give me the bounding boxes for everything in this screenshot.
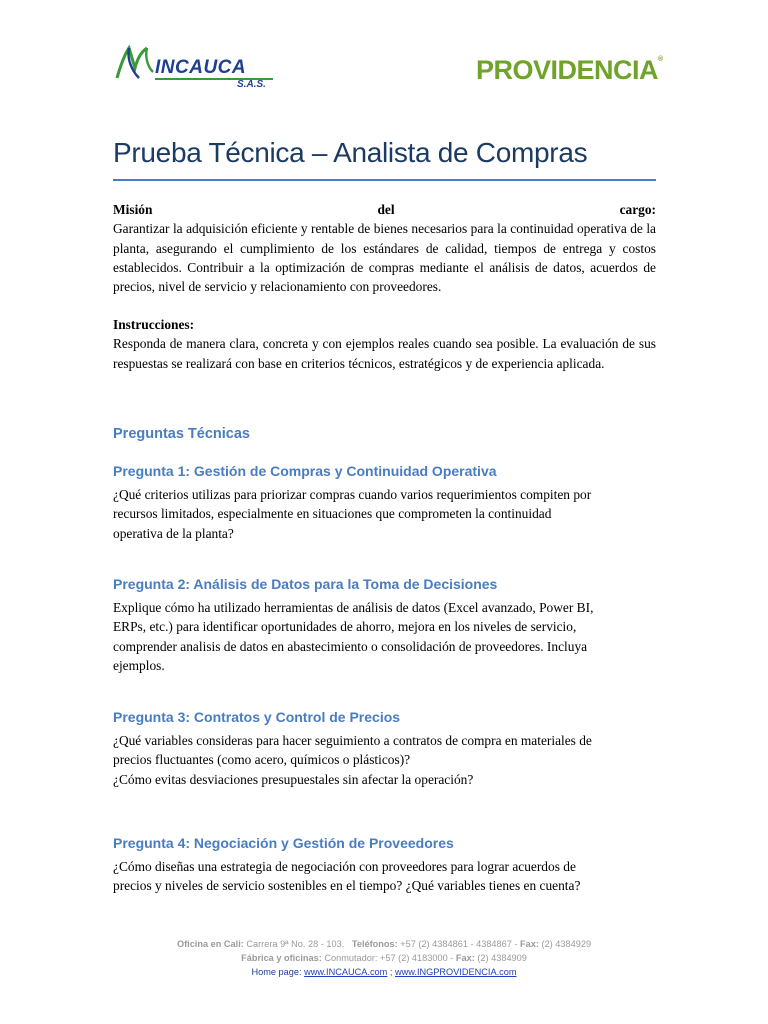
question-line: ejemplos. bbox=[113, 657, 165, 673]
footer-label: Fax: bbox=[455, 953, 475, 963]
question-text bbox=[113, 598, 658, 675]
mission-label-word: del bbox=[377, 202, 395, 217]
document-title: Prueba Técnica – Analista de Compras bbox=[113, 137, 588, 168]
instructions-label: Instrucciones: bbox=[113, 317, 195, 332]
question-title: Pregunta 3: Contratos y Control de Precios bbox=[113, 709, 401, 725]
incauca-sas-label: S.A.S. bbox=[237, 79, 266, 90]
footer-office-line bbox=[0, 937, 768, 951]
incauca-wordmark: INCAUCA bbox=[155, 57, 247, 78]
footer-label: Fábrica y oficinas: bbox=[241, 953, 322, 963]
footer-label: Fax: bbox=[520, 939, 539, 949]
question-title: Pregunta 1: Gestión de Compras y Continuidad Operativa bbox=[113, 463, 497, 479]
question-line: ¿Qué criterios utilizas para priorizar compras cuando varios requerimientos compiten por bbox=[113, 487, 592, 502]
title-divider bbox=[113, 179, 656, 181]
providencia-wordmark: PROVIDENCIA bbox=[476, 55, 659, 85]
footer-factory-line bbox=[0, 951, 768, 965]
mission-label-word: cargo: bbox=[619, 202, 656, 217]
section-title: Preguntas Técnicas bbox=[113, 426, 250, 442]
footer-text: (2) 4384929 bbox=[538, 939, 592, 949]
footer-separator: ; bbox=[387, 967, 395, 977]
instructions-text: Responda de manera clara, concreta y con ejemplos reales cuando sea posible. La evaluación de sus respuestas se realizará con base en criterios técnicos, estratégicos y de experiencia aplicada. bbox=[113, 336, 656, 371]
providencia-link[interactable]: www.INGPROVIDENCIA.com bbox=[395, 967, 517, 977]
question-line: Explique cómo ha utilizado herramientas de análisis de datos (Excel avanzado, Power BI, bbox=[113, 600, 594, 615]
question-line: ¿Cómo diseñas una estrategia de negociación con proveedores para lograr acuerdos de bbox=[113, 859, 576, 874]
question-text bbox=[113, 485, 658, 543]
mission-text: Garantizar la adquisición eficiente y rentable de bienes necesarios para la continuidad operativa de la planta, asegurando el cumplimiento de los estándares de calidad, tiempos de entrega y costos establecidos. Contribuir a la optimización de compras mediante el análisis de datos, acuerdos de precios, nivel de servicio y relacionamiento con proveedores. bbox=[113, 221, 656, 295]
question-text bbox=[113, 857, 658, 896]
incauca-link[interactable]: www.INCAUCA.com bbox=[304, 967, 388, 977]
question-line: ¿Qué variables consideras para hacer seguimiento a contratos de compra en materiales de bbox=[113, 733, 592, 748]
footer-text: +57 (2) 4384861 - 4384867 - bbox=[397, 939, 521, 949]
footer-homepage-label: Home page: bbox=[251, 967, 305, 977]
footer-label: Oficina en Cali: bbox=[176, 939, 244, 949]
question-line: ERPs, etc.) para identificar oportunidades de ahorro, mejora en los niveles de servicio, bbox=[113, 619, 577, 635]
registered-mark: ® bbox=[658, 56, 663, 63]
mission-label-word: Misión bbox=[113, 202, 153, 217]
mission-label bbox=[113, 200, 656, 219]
question-line: ¿Cómo evitas desviaciones presupuestales sin afectar la operación? bbox=[113, 771, 474, 787]
question-line: comprender analisis de datos en abastecimiento o consolidación de proveedores. Incluya bbox=[113, 638, 588, 654]
question-text bbox=[113, 731, 658, 789]
question-line: recursos limitados, especialmente en situaciones que comprometen la continuidad bbox=[113, 506, 552, 522]
question-line: operativa de la planta? bbox=[113, 525, 234, 541]
instructions-block bbox=[113, 315, 656, 373]
footer-text: (2) 4384909 bbox=[474, 953, 527, 963]
providencia-logo bbox=[476, 55, 663, 86]
question-title: Pregunta 2: Análisis de Datos para la Toma de Decisiones bbox=[113, 576, 498, 592]
footer-homepage-line bbox=[0, 965, 768, 979]
footer-text: Carrera 9ª No. 28 - 103. bbox=[243, 939, 352, 949]
incauca-logo bbox=[113, 44, 283, 94]
question-line: precios fluctuantes (como acero, químicos o plásticos)? bbox=[113, 752, 411, 768]
mission-block bbox=[113, 200, 656, 296]
question-title: Pregunta 4: Negociación y Gestión de Proveedores bbox=[113, 835, 454, 851]
footer-label: Teléfonos: bbox=[351, 939, 398, 949]
question-line: precios y niveles de servicio sostenibles en el tiempo? ¿Qué variables tienes en cuenta? bbox=[113, 878, 581, 894]
footer-text: Conmutador: +57 (2) 4183000 - bbox=[321, 953, 456, 963]
